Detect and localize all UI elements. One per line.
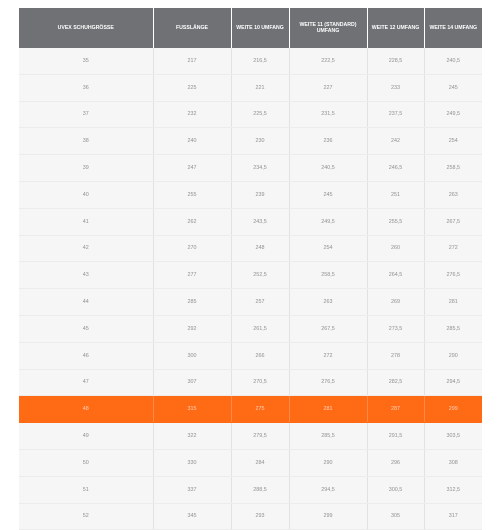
header-width-11: WEITE 11 (STANDARD) UMFANG (289, 8, 367, 48)
table-cell: 299 (289, 503, 367, 530)
table-cell: 288,5 (231, 476, 289, 503)
table-cell: 269 (367, 289, 424, 316)
table-cell: 236 (289, 128, 367, 155)
table-cell: 307 (153, 369, 231, 396)
table-cell: 217 (153, 48, 231, 74)
table-row-highlighted (19, 396, 482, 423)
table-cell: 291,5 (367, 423, 424, 450)
table-cell: 308 (424, 449, 482, 476)
table-cell: 49 (19, 423, 153, 450)
table-cell: 240 (153, 128, 231, 155)
header-shoe-size: UVEX SCHUHGRÖSSE (19, 8, 153, 48)
header-width-14: WEITE 14 UMFANG (424, 8, 482, 48)
table-cell: 272 (289, 342, 367, 369)
table-cell: 43 (19, 262, 153, 289)
table-cell: 281 (424, 289, 482, 316)
table-row (19, 476, 482, 503)
table-row (19, 262, 482, 289)
table-cell: 300,5 (367, 476, 424, 503)
table-cell: 276,5 (424, 262, 482, 289)
table-cell: 46 (19, 342, 153, 369)
table-cell: 239 (231, 181, 289, 208)
table-cell: 258,5 (424, 155, 482, 182)
table-cell: 39 (19, 155, 153, 182)
table-cell: 242 (367, 128, 424, 155)
table-cell: 41 (19, 208, 153, 235)
table-cell: 276,5 (289, 369, 367, 396)
header-row (19, 8, 482, 48)
table-row (19, 235, 482, 262)
table-row (19, 155, 482, 182)
table-cell: 285,5 (424, 315, 482, 342)
table-cell: 294,5 (289, 476, 367, 503)
table-cell: 237,5 (367, 101, 424, 128)
table-cell: 254 (424, 128, 482, 155)
table-cell: 285,5 (289, 423, 367, 450)
table-cell: 40 (19, 181, 153, 208)
table-row (19, 289, 482, 316)
table-cell: 262 (153, 208, 231, 235)
table-cell: 251 (367, 181, 424, 208)
table-cell: 267,5 (424, 208, 482, 235)
table-cell: 317 (424, 503, 482, 530)
table-row (19, 74, 482, 101)
table-cell: 287 (367, 396, 424, 423)
table-cell: 221 (231, 74, 289, 101)
table-cell: 52 (19, 503, 153, 530)
table-cell: 303,5 (424, 423, 482, 450)
table-cell: 294,5 (424, 369, 482, 396)
table-cell: 281 (289, 396, 367, 423)
table-cell: 263 (424, 181, 482, 208)
table-cell: 296 (367, 449, 424, 476)
table-cell: 245 (289, 181, 367, 208)
table-row (19, 369, 482, 396)
table-cell: 292 (153, 315, 231, 342)
table-cell: 264,5 (367, 262, 424, 289)
table-cell: 330 (153, 449, 231, 476)
table-cell: 258,5 (289, 262, 367, 289)
table-cell: 261,5 (231, 315, 289, 342)
size-chart (19, 8, 482, 530)
table-cell: 240,5 (289, 155, 367, 182)
table-cell: 277 (153, 262, 231, 289)
table-cell: 232 (153, 101, 231, 128)
table-row (19, 48, 482, 74)
table-cell: 50 (19, 449, 153, 476)
table-cell: 225,5 (231, 101, 289, 128)
table-cell: 322 (153, 423, 231, 450)
table-cell: 270,5 (231, 369, 289, 396)
table-cell: 284 (231, 449, 289, 476)
table-cell: 315 (153, 396, 231, 423)
table-row (19, 503, 482, 530)
table-cell: 249,5 (424, 101, 482, 128)
table-cell: 254 (289, 235, 367, 262)
table-cell: 337 (153, 476, 231, 503)
table-cell: 285 (153, 289, 231, 316)
table-cell: 216,5 (231, 48, 289, 74)
table-cell: 248 (231, 235, 289, 262)
table-header (19, 8, 482, 48)
table-cell: 36 (19, 74, 153, 101)
table-cell: 257 (231, 289, 289, 316)
table-cell: 312,5 (424, 476, 482, 503)
table-cell: 270 (153, 235, 231, 262)
table-cell: 227 (289, 74, 367, 101)
header-width-12: WEITE 12 UMFANG (367, 8, 424, 48)
table-cell: 48 (19, 396, 153, 423)
table-cell: 51 (19, 476, 153, 503)
table-row (19, 315, 482, 342)
size-table (19, 8, 482, 530)
table-cell: 225 (153, 74, 231, 101)
table-cell: 245 (424, 74, 482, 101)
table-cell: 38 (19, 128, 153, 155)
table-cell: 260 (367, 235, 424, 262)
table-cell: 305 (367, 503, 424, 530)
table-cell: 35 (19, 48, 153, 74)
table-row (19, 449, 482, 476)
table-row (19, 181, 482, 208)
table-cell: 243,5 (231, 208, 289, 235)
table-cell: 300 (153, 342, 231, 369)
table-row (19, 128, 482, 155)
table-cell: 240,5 (424, 48, 482, 74)
table-cell: 279,5 (231, 423, 289, 450)
table-cell: 230 (231, 128, 289, 155)
table-cell: 290 (424, 342, 482, 369)
table-row (19, 423, 482, 450)
table-cell: 293 (231, 503, 289, 530)
table-body (19, 48, 482, 530)
table-cell: 290 (289, 449, 367, 476)
table-cell: 222,5 (289, 48, 367, 74)
table-cell: 246,5 (367, 155, 424, 182)
table-cell: 255 (153, 181, 231, 208)
table-cell: 263 (289, 289, 367, 316)
header-foot-length: FUSSLÄNGE (153, 8, 231, 48)
table-cell: 273,5 (367, 315, 424, 342)
table-cell: 266 (231, 342, 289, 369)
table-cell: 233 (367, 74, 424, 101)
header-width-10: WEITE 10 UMFANG (231, 8, 289, 48)
table-cell: 272 (424, 235, 482, 262)
table-cell: 278 (367, 342, 424, 369)
table-cell: 234,5 (231, 155, 289, 182)
table-cell: 275 (231, 396, 289, 423)
table-cell: 252,5 (231, 262, 289, 289)
table-cell: 45 (19, 315, 153, 342)
table-cell: 249,5 (289, 208, 367, 235)
table-cell: 44 (19, 289, 153, 316)
table-row (19, 342, 482, 369)
table-cell: 228,5 (367, 48, 424, 74)
table-cell: 255,5 (367, 208, 424, 235)
table-cell: 345 (153, 503, 231, 530)
table-cell: 37 (19, 101, 153, 128)
table-cell: 247 (153, 155, 231, 182)
table-cell: 47 (19, 369, 153, 396)
table-cell: 42 (19, 235, 153, 262)
table-row (19, 101, 482, 128)
table-row (19, 208, 482, 235)
table-cell: 282,5 (367, 369, 424, 396)
table-cell: 231,5 (289, 101, 367, 128)
table-cell: 267,5 (289, 315, 367, 342)
table-cell: 299 (424, 396, 482, 423)
